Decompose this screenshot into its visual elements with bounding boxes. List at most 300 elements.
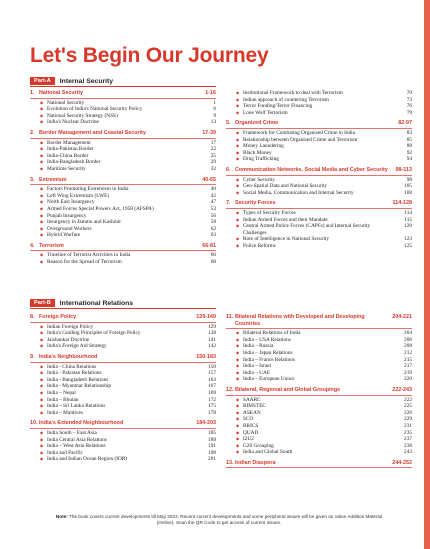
- bullet-diamond-icon: ◆: [236, 223, 240, 229]
- toc-entry[interactable]: [30, 410, 216, 417]
- bullet-diamond-icon: ◆: [40, 119, 44, 125]
- entry-page: 142: [208, 343, 216, 350]
- entry-page: 191: [208, 443, 216, 450]
- entry-page: 68: [210, 259, 216, 266]
- chapter-pages: 66-81: [202, 242, 216, 249]
- chapter-heading[interactable]: [226, 167, 412, 174]
- chapter-number: 8.: [30, 314, 35, 320]
- chapter-title: Foreign Policy: [39, 314, 77, 320]
- bullet-diamond-icon: ◆: [236, 363, 240, 369]
- entry-page: 62: [210, 225, 216, 232]
- entry-title: Terror Funding/Terror Financing: [243, 103, 313, 110]
- entry-page: 120: [404, 223, 412, 230]
- bullet-diamond-icon: ◆: [236, 136, 240, 142]
- bullet-diamond-icon: ◆: [40, 112, 44, 118]
- entry-title: BRICS: [243, 422, 259, 429]
- bullet-diamond-icon: ◆: [40, 159, 44, 165]
- toc-entry[interactable]: [30, 206, 216, 213]
- bullet-diamond-icon: ◆: [236, 330, 240, 336]
- entry-title: Maritime Security: [47, 165, 86, 172]
- page-title: Let's Begin Our Journey: [30, 44, 269, 67]
- entry-title: Indian Armed Forces and their Mandate: [243, 216, 328, 223]
- toc-entry[interactable]: [226, 357, 412, 364]
- entry-page: 178: [208, 409, 216, 416]
- toc-entry[interactable]: [30, 159, 216, 166]
- toc-entry[interactable]: [30, 437, 216, 444]
- toc-entry[interactable]: [226, 243, 412, 250]
- entry-title: India - Myanmar Relationship: [47, 383, 111, 390]
- bullet-diamond-icon: ◆: [236, 356, 240, 362]
- entry-page: 32: [210, 165, 216, 172]
- entry-title: Types of Security Forces: [243, 209, 296, 216]
- entry-title: ASEAN: [243, 409, 261, 416]
- bullet-diamond-icon: ◆: [40, 323, 44, 329]
- footnote: [54, 514, 384, 526]
- chapter-pages: 114-128: [392, 200, 412, 207]
- entry-title: India – Japan Relations: [243, 349, 293, 356]
- toc-entry[interactable]: [226, 90, 412, 97]
- entry-page: 220: [404, 376, 412, 383]
- toc-entry[interactable]: [30, 232, 216, 239]
- toc-chapter: [226, 200, 412, 249]
- bullet-diamond-icon: ◆: [40, 456, 44, 462]
- chapter-number: 7.: [226, 200, 231, 207]
- toc-entry[interactable]: [226, 210, 412, 217]
- entry-page: 172: [208, 396, 216, 403]
- bullet-diamond-icon: ◆: [236, 90, 240, 95]
- toc-entry[interactable]: [30, 364, 216, 371]
- toc-entry[interactable]: [30, 370, 216, 377]
- entry-page: 212: [404, 349, 412, 356]
- toc-entry[interactable]: [30, 403, 216, 410]
- bullet-diamond-icon: ◆: [236, 336, 240, 342]
- entry-page: 150: [208, 363, 216, 370]
- entry-title: Indian Foreign Policy: [47, 323, 94, 330]
- toc-entry[interactable]: [30, 259, 216, 266]
- toc-entry[interactable]: [30, 140, 216, 147]
- chapter-title: India's Extended Neighbourhood: [39, 420, 124, 427]
- entry-title: India-Pakistan Border: [47, 146, 94, 153]
- bullet-diamond-icon: ◆: [40, 336, 44, 342]
- bullet-diamond-icon: ◆: [236, 449, 240, 455]
- entry-page: 169: [208, 389, 216, 396]
- bullet-diamond-icon: ◆: [236, 149, 240, 155]
- entry-title: Role of Intelligence in National Security: [243, 236, 330, 243]
- toc-chapter: [30, 314, 216, 350]
- toc-entry[interactable]: [226, 337, 412, 344]
- toc-entry[interactable]: [226, 423, 412, 430]
- toc-entry[interactable]: [30, 383, 216, 390]
- bullet-diamond-icon: ◆: [236, 422, 240, 428]
- entry-page: 105: [404, 183, 412, 190]
- entry-title: National Security: [47, 99, 85, 106]
- entry-page: 198: [208, 449, 216, 456]
- bullet-diamond-icon: ◆: [40, 152, 44, 158]
- bullet-diamond-icon: ◆: [40, 139, 44, 145]
- entry-page: 175: [208, 403, 216, 410]
- part-a-header: [30, 77, 113, 85]
- entry-page: 237: [404, 436, 412, 443]
- entry-title: Insurgency in Jammu and Kashmir: [47, 219, 122, 226]
- toc-entry[interactable]: [30, 113, 216, 120]
- bullet-diamond-icon: ◆: [40, 212, 44, 218]
- toc-entry[interactable]: [226, 137, 412, 144]
- bullet-diamond-icon: ◆: [236, 396, 240, 402]
- entry-page: 25: [210, 152, 216, 159]
- toc-entry[interactable]: [30, 390, 216, 397]
- bullet-diamond-icon: ◆: [40, 146, 44, 152]
- entry-page: 58: [210, 219, 216, 226]
- entry-page: 243: [404, 449, 412, 456]
- toc-entry[interactable]: [30, 219, 216, 226]
- chapter-title: India's Neighbourhood: [39, 353, 98, 360]
- entry-title: India - Pakistan Relations: [47, 370, 102, 377]
- chapter-heading[interactable]: [226, 314, 412, 327]
- chapter-divider: [30, 138, 216, 139]
- toc-entry[interactable]: [226, 443, 412, 450]
- chapter-title: Organized Crime: [235, 120, 279, 127]
- part-b-tag: Part-B: [30, 299, 55, 307]
- entry-page: 42: [210, 192, 216, 199]
- entry-page: 185: [208, 429, 216, 436]
- chapter-pages: 222-243: [392, 386, 412, 393]
- entry-title: SAARC: [243, 396, 261, 403]
- entry-title: India and Pacific: [47, 449, 83, 456]
- entry-page: 222: [404, 396, 412, 403]
- chapter-divider: [30, 98, 216, 99]
- entry-title: India Central Asia Relations: [47, 436, 107, 443]
- entry-title: I2U2: [243, 436, 254, 443]
- toc-entry[interactable]: [226, 236, 412, 243]
- entry-page: 6: [213, 106, 216, 113]
- toc-entry[interactable]: [226, 97, 412, 104]
- entry-page: 92: [406, 149, 412, 156]
- bullet-diamond-icon: ◆: [40, 376, 44, 382]
- part-a-name: Internal Security: [59, 77, 114, 85]
- entry-title: India – Maldives: [47, 409, 83, 416]
- bullet-diamond-icon: ◆: [40, 443, 44, 449]
- entry-page: 167: [208, 383, 216, 390]
- entry-title: Reason for the Spread of Terrorism: [47, 259, 122, 266]
- toc-entry[interactable]: [226, 143, 412, 150]
- bullet-diamond-icon: ◆: [236, 129, 240, 135]
- entry-title: India – France Relations: [243, 356, 295, 363]
- toc-entry[interactable]: [226, 449, 412, 456]
- bullet-diamond-icon: ◆: [40, 259, 44, 265]
- toc-entry[interactable]: [30, 213, 216, 220]
- entry-title: India's Foreign Aid Strategy: [47, 343, 107, 350]
- entry-title: Lone Wolf Terrorism: [243, 109, 288, 116]
- page-edge-stripe: [424, 0, 430, 549]
- entry-page: 66: [210, 252, 216, 259]
- bullet-diamond-icon: ◆: [40, 252, 44, 258]
- part-b-rule: [30, 308, 216, 309]
- entry-title: India – USA Relations: [243, 336, 291, 343]
- entry-title: Institutional Framework to deal with Terrorism: [243, 90, 343, 96]
- entry-page: 29: [210, 159, 216, 166]
- chapter-divider: [226, 395, 412, 396]
- bullet-diamond-icon: ◆: [236, 436, 240, 442]
- entry-title: Social Media, Communication and Internal Security: [243, 189, 354, 196]
- entry-page: 125: [404, 242, 412, 249]
- toc-entry[interactable]: [30, 330, 216, 337]
- entry-page: 22: [210, 146, 216, 153]
- bullet-diamond-icon: ◆: [40, 165, 44, 171]
- bullet-diamond-icon: ◆: [236, 189, 240, 195]
- toc-chapter: [226, 314, 412, 383]
- entry-page: 1: [213, 99, 216, 106]
- bullet-diamond-icon: ◆: [236, 209, 240, 215]
- chapter-pages: 17-39: [202, 129, 216, 136]
- chapter-divider: [30, 428, 216, 429]
- toc-chapter: [30, 177, 216, 239]
- entry-page: 94: [406, 156, 412, 163]
- entry-page: 235: [404, 429, 412, 436]
- toc-entry[interactable]: [30, 119, 216, 126]
- entry-title: Punjab Insurgency: [47, 212, 87, 219]
- chapter-title: Bilateral, Regional and Global Groupings: [235, 386, 341, 393]
- chapter-heading[interactable]: [30, 420, 216, 427]
- entry-title: Factors Promoting Extremism in India: [47, 186, 129, 193]
- entry-page: 56: [210, 212, 216, 219]
- chapter-number: 9.: [30, 353, 35, 360]
- entry-title: G20 Grouping: [243, 442, 274, 449]
- entry-title: Drug Trafficking: [243, 156, 279, 163]
- bullet-diamond-icon: ◆: [40, 363, 44, 369]
- bullet-diamond-icon: ◆: [236, 109, 240, 115]
- toc-entry[interactable]: [30, 146, 216, 153]
- toc-entry[interactable]: [226, 190, 412, 197]
- bullet-diamond-icon: ◆: [40, 199, 44, 205]
- chapter-pages: 82-97: [398, 120, 412, 127]
- entry-title: Left Wing Extremism (LWE): [47, 192, 110, 199]
- part-b-right-column: [226, 314, 412, 472]
- entry-title: Indian approach of countering Terrorism: [243, 96, 330, 103]
- footnote-text: The book covers current developments till May 2024. Recent current developments and some peripheral issues will be given as Value Addition Material (Online). Scan the QR Code to get access of current issues.: [69, 514, 383, 526]
- chapter-heading[interactable]: [226, 120, 412, 127]
- entry-page: 17: [210, 139, 216, 146]
- bullet-diamond-icon: ◆: [236, 416, 240, 422]
- chapter-divider: [30, 322, 216, 323]
- part-a-tag: Part-A: [30, 77, 55, 85]
- bullet-diamond-icon: ◆: [40, 192, 44, 198]
- bullet-diamond-icon: ◆: [236, 143, 240, 149]
- entry-title: India – West Asia Relations: [47, 443, 106, 450]
- entry-title: India – Bhutan: [47, 396, 79, 403]
- bullet-diamond-icon: ◆: [40, 409, 44, 415]
- chapter-divider: [30, 250, 216, 251]
- toc-entry[interactable]: [226, 363, 412, 370]
- bullet-diamond-icon: ◆: [236, 442, 240, 448]
- toc-entry[interactable]: [226, 330, 412, 337]
- entry-page: 13: [210, 119, 216, 126]
- bullet-diamond-icon: ◆: [236, 96, 240, 102]
- chapter-divider: [226, 175, 412, 176]
- entry-title: Overground Workers: [47, 225, 92, 232]
- toc-entry[interactable]: [226, 397, 412, 404]
- toc-entry[interactable]: [226, 370, 412, 377]
- chapter-pages: 1-16: [205, 90, 216, 96]
- entry-page: 189: [208, 436, 216, 443]
- chapter-title: Indian Diaspora: [235, 459, 276, 466]
- toc-entry[interactable]: [30, 193, 216, 200]
- chapter-heading[interactable]: [30, 130, 216, 137]
- toc-entry[interactable]: [30, 166, 216, 173]
- toc-entry[interactable]: [30, 456, 216, 463]
- entry-title: India – Sri Lanka Relations: [47, 403, 106, 410]
- bullet-diamond-icon: ◆: [40, 330, 44, 336]
- toc-entry[interactable]: [226, 183, 412, 190]
- entry-page: 70: [406, 90, 412, 96]
- entry-page: 157: [208, 370, 216, 377]
- bullet-diamond-icon: ◆: [236, 369, 240, 375]
- entry-page: 9: [213, 112, 216, 119]
- chapter-title: National Security: [39, 90, 84, 96]
- toc-entry[interactable]: [30, 337, 216, 344]
- entry-page: 141: [208, 336, 216, 343]
- toc-entry[interactable]: [226, 156, 412, 163]
- bullet-diamond-icon: ◆: [40, 449, 44, 455]
- entry-title: Black Money: [243, 149, 272, 156]
- toc-chapter: [226, 387, 412, 456]
- toc-entry[interactable]: [30, 397, 216, 404]
- chapter-number: 2.: [30, 129, 35, 136]
- entry-title: SCO: [243, 416, 254, 423]
- entry-page: 163: [208, 376, 216, 383]
- chapter-heading[interactable]: [30, 90, 216, 97]
- entry-page: 217: [404, 363, 412, 370]
- toc-entry[interactable]: [226, 177, 412, 184]
- entry-page: 138: [208, 330, 216, 337]
- bullet-diamond-icon: ◆: [236, 429, 240, 435]
- entry-title: Border Management: [47, 139, 91, 146]
- entry-page: 206: [404, 336, 412, 343]
- bullet-diamond-icon: ◆: [40, 383, 44, 389]
- entry-title: India and Global South: [243, 449, 293, 456]
- toc-entry[interactable]: [226, 410, 412, 417]
- entry-page: 225: [404, 403, 412, 410]
- chapter-title: Extremism: [39, 176, 67, 183]
- entry-title: India and Indian Ocean Region (IOR): [47, 456, 128, 463]
- chapter-heading[interactable]: [30, 243, 216, 250]
- bullet-diamond-icon: ◆: [236, 103, 240, 109]
- entry-title: Framework for Combating Organised Crime in India: [243, 129, 355, 136]
- chapter-pages: 184-203: [196, 420, 216, 427]
- entry-title: Hybrid Warfare: [47, 232, 81, 239]
- toc-entry[interactable]: [30, 186, 216, 193]
- chapter-heading[interactable]: [30, 354, 216, 361]
- bullet-diamond-icon: ◆: [40, 205, 44, 211]
- chapter-heading[interactable]: [226, 387, 412, 394]
- toc-entry[interactable]: [30, 343, 216, 350]
- toc-entry[interactable]: [226, 223, 412, 236]
- bullet-diamond-icon: ◆: [40, 396, 44, 402]
- chapter-pages: 150-183: [196, 353, 216, 360]
- toc-chapter: [30, 243, 216, 266]
- chapter-number: 6.: [226, 166, 231, 173]
- chapter-heading[interactable]: [226, 460, 412, 467]
- chapter-heading[interactable]: [30, 177, 216, 184]
- entry-page: 79: [406, 109, 412, 116]
- entry-page: 114: [404, 209, 412, 216]
- entry-title: India - China Relations: [47, 363, 97, 370]
- bullet-diamond-icon: ◆: [40, 99, 44, 105]
- toc-entry[interactable]: [30, 153, 216, 160]
- toc-entry[interactable]: [226, 110, 412, 117]
- entry-page: 208: [404, 343, 412, 350]
- bullet-diamond-icon: ◆: [40, 219, 44, 225]
- part-b-name: International Relations: [59, 299, 134, 307]
- toc-entry[interactable]: [226, 350, 412, 357]
- bullet-diamond-icon: ◆: [40, 186, 44, 192]
- chapter-divider: [226, 128, 412, 129]
- entry-page: 219: [404, 369, 412, 376]
- chapter-number: 13.: [226, 459, 234, 466]
- chapter-title: Border Management and Coastal Security: [39, 129, 146, 136]
- entry-title: National Security Strategy (NSS): [47, 112, 118, 119]
- entry-page: 73: [406, 96, 412, 103]
- toc-entry[interactable]: [30, 443, 216, 450]
- bullet-diamond-icon: ◆: [236, 376, 240, 382]
- toc-entry[interactable]: [226, 416, 412, 423]
- bullet-diamond-icon: ◆: [236, 242, 240, 248]
- toc-entry[interactable]: [226, 343, 412, 350]
- toc-entry[interactable]: [30, 199, 216, 206]
- toc-entry[interactable]: [226, 376, 412, 383]
- toc-entry[interactable]: [226, 403, 412, 410]
- bullet-diamond-icon: ◆: [40, 106, 44, 112]
- entry-page: 53: [210, 205, 216, 212]
- chapter-number: 11.: [226, 314, 234, 320]
- toc-chapter: [30, 420, 216, 463]
- chapter-divider: [226, 467, 412, 468]
- toc-chapter: [30, 130, 216, 173]
- entry-page: 123: [404, 236, 412, 243]
- toc-entry[interactable]: [30, 430, 216, 437]
- toc-chapter: [30, 90, 216, 126]
- entry-title: Relationship between Organised Crime and Terrorism: [243, 136, 358, 143]
- entry-page: 204: [404, 330, 412, 337]
- toc-entry[interactable]: [30, 377, 216, 384]
- chapter-number: 10.: [30, 420, 38, 427]
- chapter-heading[interactable]: [30, 314, 216, 321]
- entry-page: 226: [404, 409, 412, 416]
- entry-page: 76: [406, 103, 412, 110]
- entry-page: 201: [208, 456, 216, 463]
- toc-entry[interactable]: [226, 130, 412, 137]
- chapter-divider: [226, 328, 412, 329]
- chapter-heading[interactable]: [226, 200, 412, 207]
- toc-chapter: [226, 460, 412, 469]
- chapter-number: 1.: [30, 90, 35, 96]
- chapter-pages: 129-149: [196, 314, 216, 320]
- entry-title: Bilateral Relations of India: [243, 330, 301, 337]
- toc-entry[interactable]: [226, 103, 412, 110]
- footnote-label: Note:: [55, 514, 68, 519]
- toc-entry[interactable]: [226, 436, 412, 443]
- bullet-diamond-icon: ◆: [236, 349, 240, 355]
- toc-entry[interactable]: [226, 430, 412, 437]
- chapter-number: 4.: [30, 242, 35, 249]
- bullet-diamond-icon: ◆: [40, 232, 44, 238]
- bullet-diamond-icon: ◆: [236, 176, 240, 182]
- entry-page: 108: [404, 189, 412, 196]
- entry-title: Evolution of India's National Security Policy: [47, 106, 143, 113]
- toc-entry[interactable]: [30, 106, 216, 113]
- entry-page: 40: [210, 186, 216, 193]
- bullet-diamond-icon: ◆: [40, 343, 44, 349]
- chapter-number: 12.: [226, 386, 234, 393]
